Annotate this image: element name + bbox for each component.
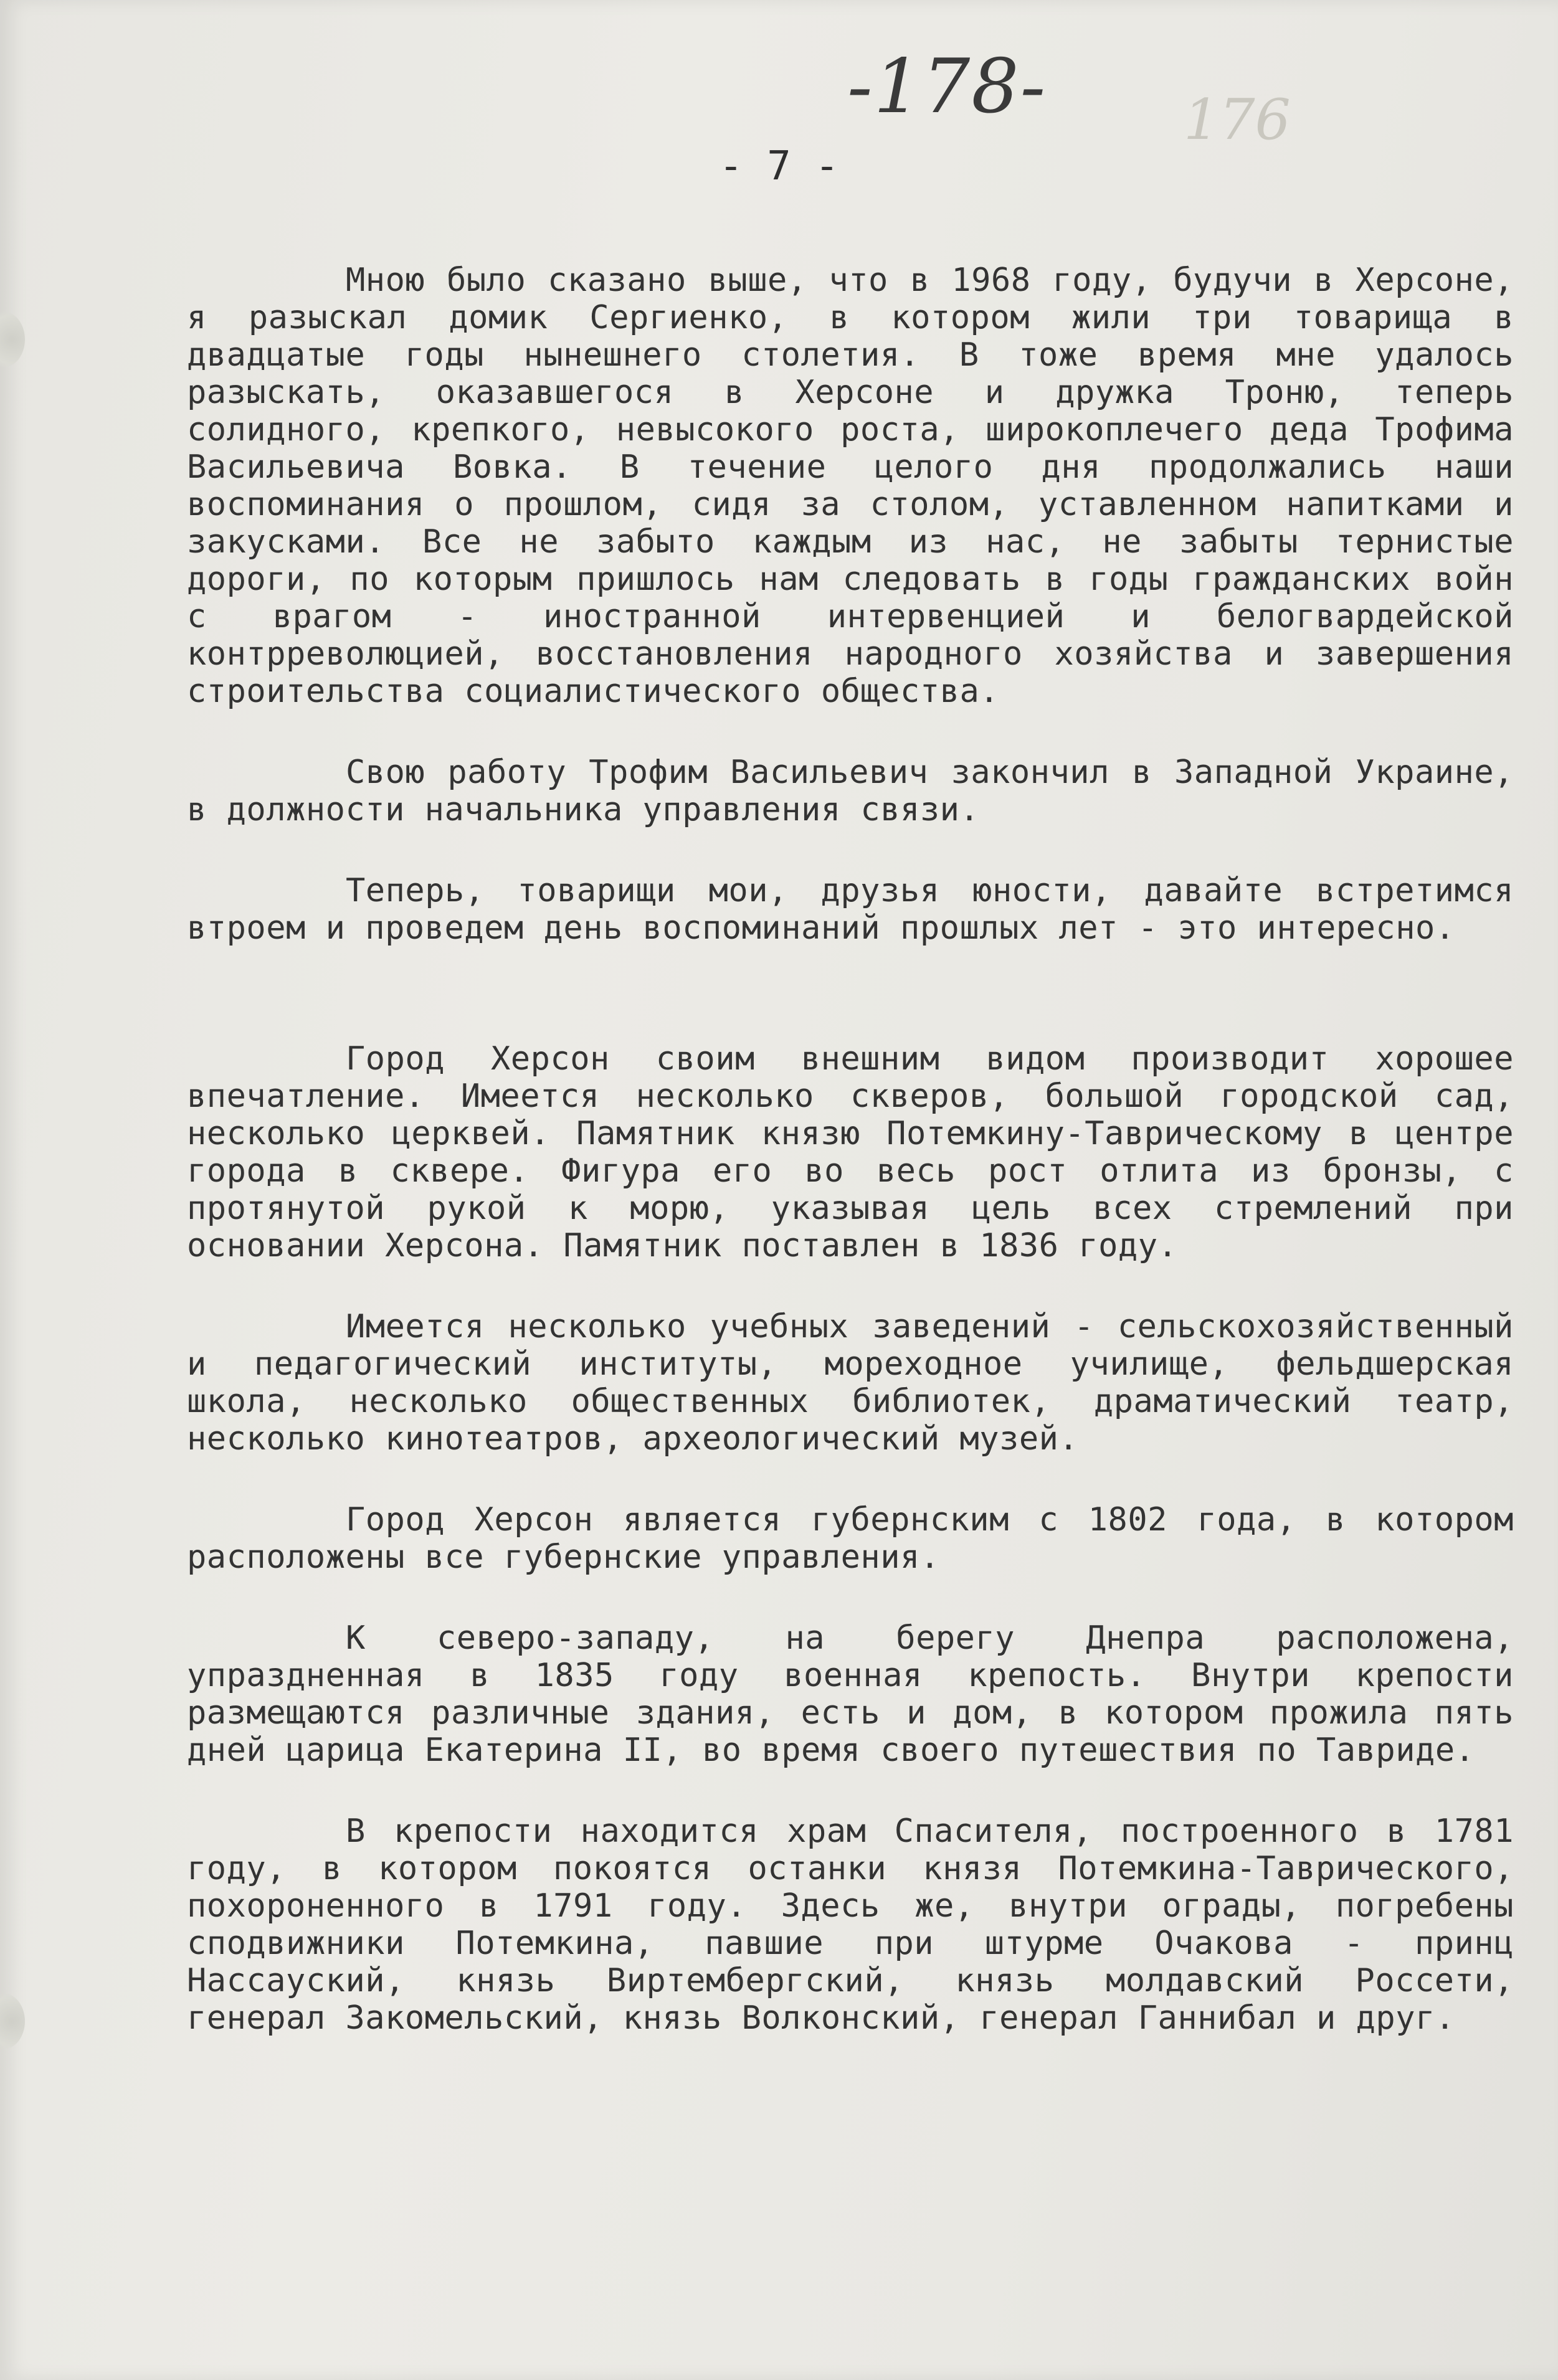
body-text <box>187 262 1514 2080</box>
paragraph: Мною было сказано выше, что в 1968 году, будучи в Херсоне, я разыскал домик Сергиенко, в котором жили три товарища в двадцатые годы нынешнего столетия. В тоже время мне удалось разыскать, оказавшегося в Херсоне и дружка Троню, теперь солидного, крепкого, невысокого роста, широкоплечего деда Трофима Васильевича Вовка. В течение целого дня продолжались наши воспоминания о прошлом, сидя за столом, уставленном напитками и закусками. Все не забыто каждым из нас, не забыты тернистые дороги, по которым пришлось нам следовать в годы гражданских войн с врагом - иностранной интервенцией и белогвардейской контрреволюцией, восстановления народного хозяйства и завершения строительства социалистического общества. <box>187 262 1514 710</box>
archive-folio-number: -178- <box>847 44 1047 130</box>
paragraph: К северо-западу, на берегу Днепра расположена, упраздненная в 1835 году военная крепость. Внутри крепости размещаются различные здания, есть и дом, в котором прожила пять дней царица Екатерина II, во время своего путешествия по Тавриде. <box>187 1619 1514 1769</box>
archive-folio-number-old: 176 <box>1184 87 1291 153</box>
paragraph: В крепости находится храм Спасителя, построенного в 1781 году, в котором покоятся останки князя Потемкина-Таврического, похороненного в 1791 году. Здесь же, внутри ограды, погребены сподвижники Потемкина, павшие при штурме Очакова - принц Нассауский, князь Виртембергский, князь молдавский Россети, генерал Закомельский, князь Волконский, генерал Ганнибал и друг. <box>187 1813 1514 2037</box>
paragraph: Город Херсон своим внешним видом производит хорошее впечатление. Имеется несколько скверов, большой городской сад, несколько церквей. Памятник князю Потемкину-Таврическому в центре города в сквере. Фигура его во весь рост отлита из бронзы, с протянутой рукой к морю, указывая цель всех стремлений при основании Херсона. Памятник поставлен в 1836 году. <box>187 1040 1514 1264</box>
page-number: - 7 - <box>719 143 839 189</box>
paragraph: Теперь, товарищи мои, друзья юности, давайте встретимся втроем и проведем день воспоминаний прошлых лет - это интересно. <box>187 872 1514 947</box>
paragraph: Город Херсон является губернским с 1802 года, в котором расположены все губернские управления. <box>187 1501 1514 1576</box>
paragraph: Свою работу Трофим Васильевич закончил в Западной Украине, в должности начальника управления связи. <box>187 754 1514 828</box>
paragraph: Имеется несколько учебных заведений - сельскохозяйственный и педагогический институты, мореходное училище, фельдшерская школа, несколько общественных библиотек, драматический театр, несколько кинотеатров, археологический музей. <box>187 1308 1514 1458</box>
hole-punch-mark <box>0 1993 25 2049</box>
hole-punch-mark <box>0 311 25 367</box>
